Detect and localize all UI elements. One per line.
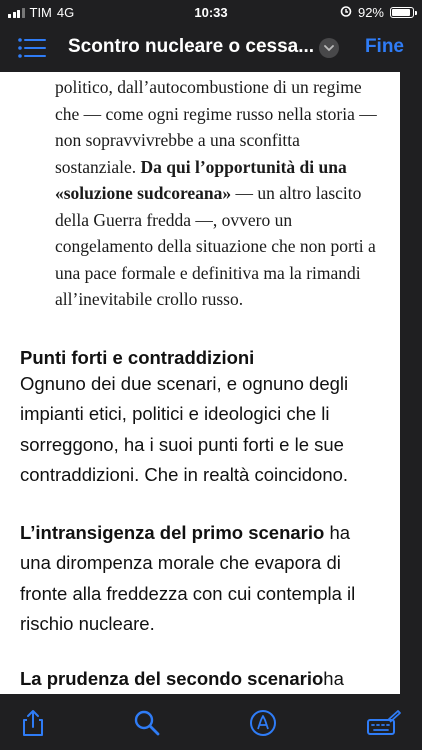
paragraph-prudence: La prudenza del secondo scenarioha [20,668,344,689]
share-icon[interactable] [18,708,48,738]
reader-toolbar [0,24,422,72]
network-label: 4G [56,5,75,20]
section-heading: Punti forti e contraddizioni [20,347,255,368]
paragraph-intransigence: L’intransigenza del primo scenario ha una dirompenza morale che evapora di fronte alla freddezza con cui contempla il rischio nucleare. [20,522,356,634]
search-icon[interactable] [132,708,162,738]
quoted-paragraph: politico, dall’autocombustione di un regime che — come ogni regime russo nella storia — non sopravvivrebbe a una sconfitta sostanziale. Da qui l’opportunità di una «soluzione sudcoreana» — un altro lascito della Guerra fredda —, ovvero un congelamento della situazione che non porti a una pace formale e definitiva ma la rimandi all’inevitabile crollo russo. [55,77,377,309]
clock: 10:33 [194,5,228,20]
list-icon[interactable] [18,38,46,58]
document-title: Scontro nucleare o cessa... [68,36,315,57]
markup-pen-icon[interactable] [248,708,278,738]
bottom-toolbar [0,694,422,750]
page-gutter [400,72,422,694]
battery-percent: 92% [357,5,384,20]
chevron-down-icon[interactable] [319,38,339,58]
alarm-icon [340,5,352,20]
battery-icon [390,7,414,18]
status-right [340,5,414,20]
document-page[interactable] [0,72,400,694]
paragraph-scenarios: Ognuno dei due scenari, e ognuno degli impianti etici, politici e ideologici che li sorreggono, ha i suoi punti forti e le sue contraddizioni. Che in realtà coincidono. [20,373,349,485]
carrier-label: TIM [29,5,52,20]
keyboard-edit-icon[interactable] [366,708,402,738]
done-button[interactable]: Fine [364,36,404,57]
status-bar [0,0,422,24]
